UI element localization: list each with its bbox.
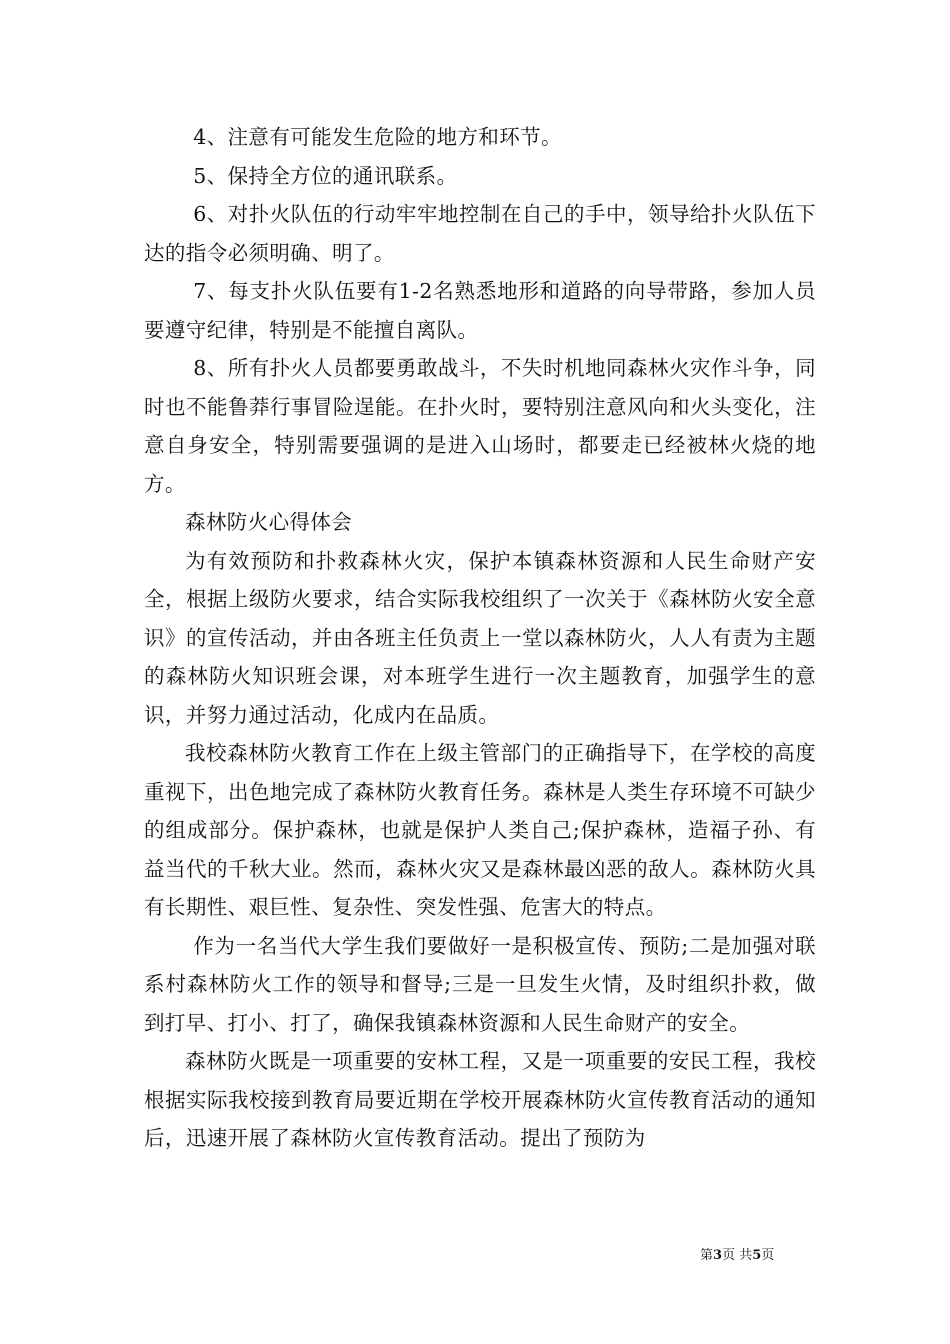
total-pages-number: 5 <box>752 1248 762 1263</box>
list-item-6: 6、对扑火队伍的行动牢牢地控制在自己的手中，领导给扑火队伍下达的指令必须明确、明了。 <box>144 202 816 265</box>
page-number-footer <box>700 1247 840 1265</box>
body-paragraph: 我校森林防火教育工作在上级主管部门的正确指导下，在学校的高度重视下，出色地完成了森林防火教育任务。森林是人类生存环境不可缺少的组成部分。保护森林，也就是保护人类自己;保护森林，造福子孙、有益当代的千秋大业。然而，森林火灾又是森林最凶恶的敌人。森林防火具有长期性、艰巨性、复杂性、突发性强、危害大的特点。 <box>144 741 816 919</box>
section-heading: 森林防火心得体会 <box>185 510 353 534</box>
document-body <box>144 118 816 1158</box>
body-paragraph: 为有效预防和扑救森林火灾，保护本镇森林资源和人民生命财产安全，根据上级防火要求，结合实际我校组织了一次关于《森林防火安全意识》的宣传活动，并由各班主任负责上一堂以森林防火，人人有责为主题的森林防火知识班会课，对本班学生进行一次主题教育，加强学生的意识，并努力通过活动，化成内在品质。 <box>144 548 816 727</box>
body-paragraph: 森林防火既是一项重要的安林工程，又是一项重要的安民工程，我校根据实际我校接到教育局要近期在学校开展森林防火宣传教育活动的通知后，迅速开展了森林防火宣传教育活动。提出了预防为 <box>144 1049 816 1150</box>
footer-middle: 页 共 <box>722 1248 753 1263</box>
footer-suffix: 页 <box>761 1248 775 1263</box>
list-item-7: 7、每支扑火队伍要有1-2名熟悉地形和道路的向导带路，参加人员要遵守纪律，特别是不能擅自离队。 <box>144 279 816 342</box>
list-item-8: 8、所有扑火人员都要勇敢战斗，不失时机地同森林火灾作斗争，同时也不能鲁莽行事冒险逞能。在扑火时，要特别注意风向和火头变化，注意自身安全，特别需要强调的是进入山场时，都要走已经被林火烧的地方。 <box>144 356 816 496</box>
body-paragraph: 作为一名当代大学生我们要做好一是积极宣传、预防;二是加强对联系村森林防火工作的领导和督导;三是一旦发生火情，及时组织扑救，做到打早、打小、打了，确保我镇森林资源和人民生命财产的安全。 <box>144 933 816 1035</box>
list-item-4: 4、注意有可能发生危险的地方和环节。 <box>193 125 562 149</box>
current-page-number: 3 <box>713 1248 723 1263</box>
footer-prefix: 第 <box>700 1248 714 1263</box>
list-item-5: 5、保持全方位的通讯联系。 <box>193 163 458 188</box>
